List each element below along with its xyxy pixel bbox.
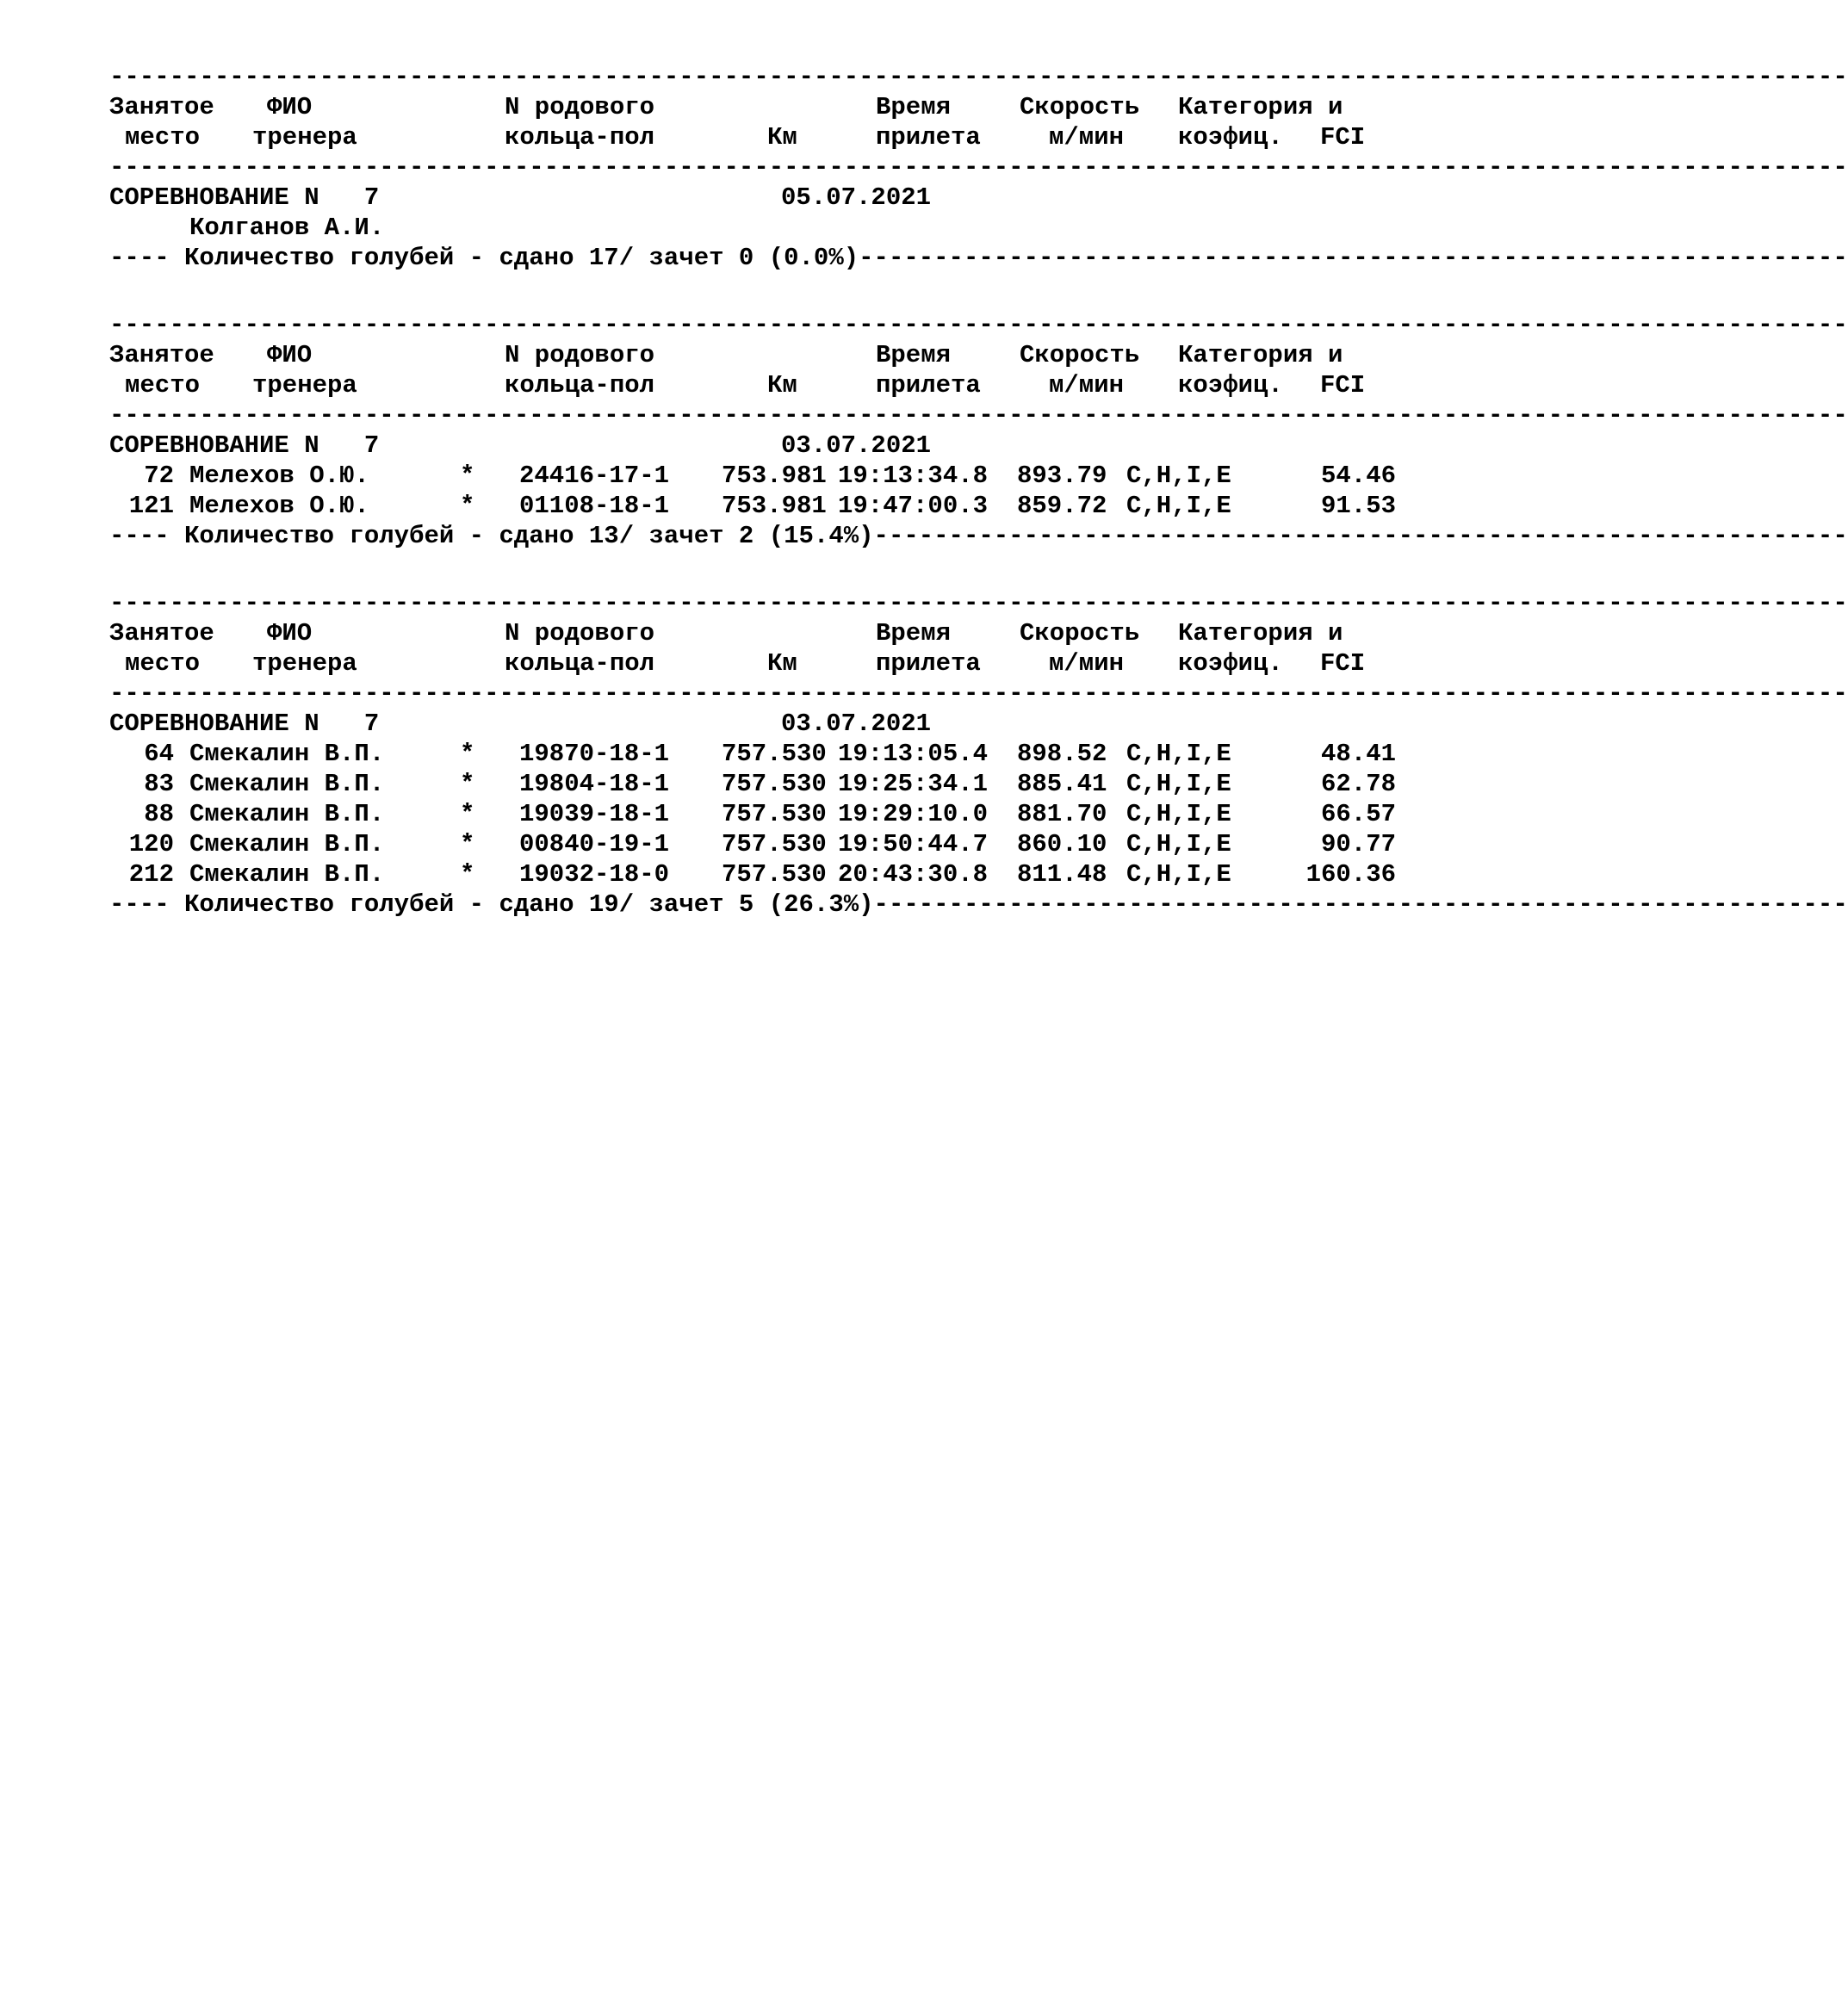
header-place: Занятое bbox=[109, 93, 214, 121]
header-speed-2: м/мин bbox=[1049, 649, 1125, 678]
row-speed: 898.52 bbox=[1017, 740, 1107, 768]
row-name: Смекалин В.П. bbox=[189, 800, 385, 828]
results-report bbox=[109, 62, 1848, 957]
row-km: 757.530 bbox=[722, 800, 827, 828]
header-speed-2: м/мин bbox=[1049, 123, 1125, 152]
row-ring: 19870-18-1 bbox=[519, 740, 670, 768]
row-name: Мелехов О.Ю. bbox=[189, 462, 369, 490]
row-place: 120 bbox=[128, 830, 174, 858]
row-place: 72 bbox=[144, 462, 174, 490]
competition-row bbox=[109, 431, 1401, 461]
header-place: Занятое bbox=[109, 619, 214, 648]
row-km: 757.530 bbox=[722, 830, 827, 858]
header-place: Занятое bbox=[109, 341, 214, 369]
header-fio: ФИО bbox=[267, 341, 313, 369]
row-speed: 893.79 bbox=[1017, 462, 1107, 490]
separator-line: -------------------------------------------------------------------------------------------------------------------- bbox=[109, 679, 1848, 708]
competition-date: 03.07.2021 bbox=[781, 710, 932, 738]
header-fci: FCI bbox=[1320, 649, 1366, 678]
header-fio: ФИО bbox=[267, 93, 313, 121]
row-fci: 62.78 bbox=[1320, 770, 1396, 798]
row-category: C,H,I,E bbox=[1126, 830, 1231, 858]
header-row-1 bbox=[109, 92, 1401, 122]
header-fio-2: тренера bbox=[252, 123, 357, 152]
result-section bbox=[109, 62, 1848, 273]
row-category: C,H,I,E bbox=[1126, 462, 1231, 490]
header-km: Км bbox=[767, 649, 797, 678]
row-ring: 24416-17-1 bbox=[519, 462, 670, 490]
row-speed: 859.72 bbox=[1017, 492, 1107, 520]
header-speed: Скорость bbox=[1020, 619, 1140, 648]
table-row bbox=[109, 799, 1401, 829]
row-ring: 01108-18-1 bbox=[519, 492, 670, 520]
header-time: Время bbox=[876, 341, 952, 369]
row-speed: 860.10 bbox=[1017, 830, 1107, 858]
competition-date: 03.07.2021 bbox=[781, 431, 932, 460]
row-time: 19:29:10.0 bbox=[838, 800, 989, 828]
row-ring: 19032-18-0 bbox=[519, 860, 670, 889]
row-mark: * bbox=[460, 740, 475, 768]
row-fci: 160.36 bbox=[1305, 860, 1396, 889]
row-km: 757.530 bbox=[722, 740, 827, 768]
row-speed: 885.41 bbox=[1017, 770, 1107, 798]
header-category-2: коэфиц. bbox=[1178, 371, 1283, 400]
row-speed: 811.48 bbox=[1017, 860, 1107, 889]
row-category: C,H,I,E bbox=[1126, 770, 1231, 798]
row-place: 212 bbox=[128, 860, 174, 889]
competition-label: СОРЕВНОВАНИЕ N 7 bbox=[109, 431, 380, 460]
header-km: Км bbox=[767, 123, 797, 152]
header-fio-2: тренера bbox=[252, 371, 357, 400]
result-section bbox=[109, 310, 1848, 551]
header-row-1 bbox=[109, 340, 1401, 370]
header-place-2: место bbox=[125, 123, 201, 152]
trainer-name: Колганов А.И. bbox=[189, 214, 385, 242]
header-row-1 bbox=[109, 618, 1401, 648]
row-mark: * bbox=[460, 770, 475, 798]
header-ring-2: кольца-пол bbox=[505, 371, 655, 400]
competition-row bbox=[109, 709, 1401, 739]
header-category-2: коэфиц. bbox=[1178, 123, 1283, 152]
header-fci: FCI bbox=[1320, 123, 1366, 152]
row-time: 19:47:00.3 bbox=[838, 492, 989, 520]
header-row-2 bbox=[109, 122, 1401, 152]
competition-label: СОРЕВНОВАНИЕ N 7 bbox=[109, 183, 380, 212]
separator-line: -------------------------------------------------------------------------------------------------------------------- bbox=[109, 589, 1848, 617]
row-mark: * bbox=[460, 800, 475, 828]
row-time: 19:50:44.7 bbox=[838, 830, 989, 858]
row-ring: 00840-19-1 bbox=[519, 830, 670, 858]
header-category: Категория и bbox=[1178, 341, 1343, 369]
separator-line: -------------------------------------------------------------------------------------------------------------------- bbox=[109, 401, 1848, 430]
row-km: 753.981 bbox=[722, 462, 827, 490]
row-fci: 48.41 bbox=[1320, 740, 1396, 768]
row-place: 83 bbox=[144, 770, 174, 798]
header-time-2: прилета bbox=[876, 123, 981, 152]
row-mark: * bbox=[460, 860, 475, 889]
row-fci: 66.57 bbox=[1320, 800, 1396, 828]
row-km: 757.530 bbox=[722, 860, 827, 889]
header-ring-2: кольца-пол bbox=[505, 123, 655, 152]
separator-line: -------------------------------------------------------------------------------------------------------------------- bbox=[109, 311, 1848, 339]
row-mark: * bbox=[460, 462, 475, 490]
header-fci: FCI bbox=[1320, 371, 1366, 400]
summary-line: ---- Количество голубей - сдано 19/ зачет 5 (26.3%)----------------------------------------------------------------- bbox=[109, 890, 1848, 919]
header-time: Время bbox=[876, 93, 952, 121]
row-km: 757.530 bbox=[722, 770, 827, 798]
competition-label: СОРЕВНОВАНИЕ N 7 bbox=[109, 710, 380, 738]
row-name: Смекалин В.П. bbox=[189, 740, 385, 768]
row-category: C,H,I,E bbox=[1126, 800, 1231, 828]
separator-line: -------------------------------------------------------------------------------------------------------------------- bbox=[109, 63, 1848, 91]
header-ring: N родового bbox=[505, 341, 655, 369]
row-time: 19:25:34.1 bbox=[838, 770, 989, 798]
row-category: C,H,I,E bbox=[1126, 860, 1231, 889]
header-time-2: прилета bbox=[876, 371, 981, 400]
row-category: C,H,I,E bbox=[1126, 740, 1231, 768]
header-speed-2: м/мин bbox=[1049, 371, 1125, 400]
row-time: 19:13:34.8 bbox=[838, 462, 989, 490]
header-time-2: прилета bbox=[876, 649, 981, 678]
result-section bbox=[109, 588, 1848, 920]
summary-line: ---- Количество голубей - сдано 13/ зачет 2 (15.4%)----------------------------------------------------------------- bbox=[109, 522, 1848, 550]
competition-date: 05.07.2021 bbox=[781, 183, 932, 212]
row-mark: * bbox=[460, 830, 475, 858]
row-name: Смекалин В.П. bbox=[189, 830, 385, 858]
row-fci: 91.53 bbox=[1320, 492, 1396, 520]
header-speed: Скорость bbox=[1020, 341, 1140, 369]
header-place-2: место bbox=[125, 371, 201, 400]
competition-row bbox=[109, 183, 1401, 213]
table-row bbox=[109, 829, 1401, 859]
header-time: Время bbox=[876, 619, 952, 648]
separator-line: -------------------------------------------------------------------------------------------------------------------- bbox=[109, 153, 1848, 182]
row-time: 19:13:05.4 bbox=[838, 740, 989, 768]
table-row bbox=[109, 769, 1401, 799]
table-row bbox=[109, 859, 1401, 889]
header-fio: ФИО bbox=[267, 619, 313, 648]
header-place-2: место bbox=[125, 649, 201, 678]
header-ring: N родового bbox=[505, 93, 655, 121]
header-fio-2: тренера bbox=[252, 649, 357, 678]
header-speed: Скорость bbox=[1020, 93, 1140, 121]
header-ring-2: кольца-пол bbox=[505, 649, 655, 678]
row-km: 753.981 bbox=[722, 492, 827, 520]
row-place: 64 bbox=[144, 740, 174, 768]
row-place: 88 bbox=[144, 800, 174, 828]
header-category-2: коэфиц. bbox=[1178, 649, 1283, 678]
row-time: 20:43:30.8 bbox=[838, 860, 989, 889]
summary-line: ---- Количество голубей - сдано 17/ зачет 0 (0.0%)------------------------------------------------------------------ bbox=[109, 244, 1848, 272]
row-ring: 19804-18-1 bbox=[519, 770, 670, 798]
header-km: Км bbox=[767, 371, 797, 400]
header-category: Категория и bbox=[1178, 619, 1343, 648]
row-place: 121 bbox=[128, 492, 174, 520]
header-category: Категория и bbox=[1178, 93, 1343, 121]
row-name: Смекалин В.П. bbox=[189, 860, 385, 889]
row-ring: 19039-18-1 bbox=[519, 800, 670, 828]
row-mark: * bbox=[460, 492, 475, 520]
row-fci: 54.46 bbox=[1320, 462, 1396, 490]
row-name: Смекалин В.П. bbox=[189, 770, 385, 798]
header-row-2 bbox=[109, 648, 1401, 679]
header-ring: N родового bbox=[505, 619, 655, 648]
table-row bbox=[109, 491, 1401, 521]
row-speed: 881.70 bbox=[1017, 800, 1107, 828]
header-row-2 bbox=[109, 370, 1401, 400]
row-name: Мелехов О.Ю. bbox=[189, 492, 369, 520]
table-row bbox=[109, 461, 1401, 491]
row-fci: 90.77 bbox=[1320, 830, 1396, 858]
table-row bbox=[109, 739, 1401, 769]
row-category: C,H,I,E bbox=[1126, 492, 1231, 520]
trainer-row bbox=[109, 213, 1401, 243]
